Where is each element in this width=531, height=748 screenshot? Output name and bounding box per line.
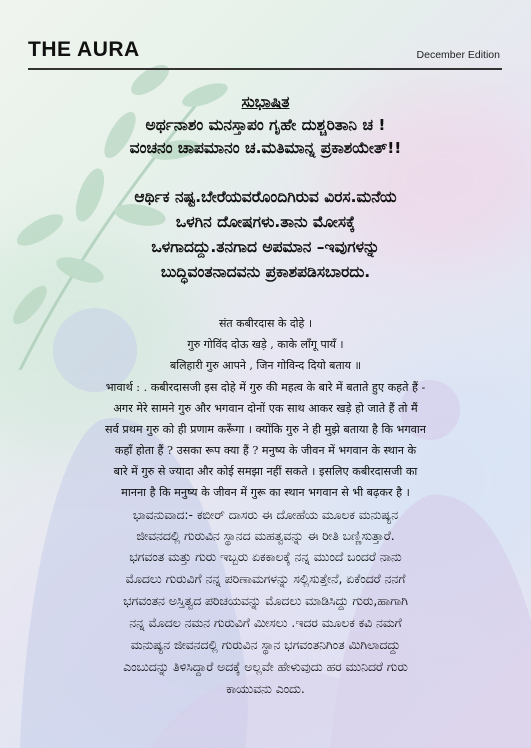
- bhavanuvada-line: ಭಗವಂತನ ಅಸ್ತಿತ್ವದ ಪರಿಚಯವನ್ನು ಮೊದಲು ಮಾಡಿಸಿದ್ದು ಗುರು,ಹಾಗಾಗಿ: [123, 594, 408, 608]
- newsletter-title: THE AURA: [28, 38, 140, 61]
- edition-label: December Edition: [416, 49, 500, 61]
- subhashita-meaning-line: ಬುದ್ಧಿವಂತನಾದವನು ಪ್ರಕಾಶಪಡಿಸಬಾರದು.: [160, 263, 371, 281]
- doha-heading: संत कबीरदास के दोहे ।: [218, 317, 313, 330]
- bhavarth-line: मानना है कि मनुष्य के जीवन में गुरू का स्थान भगवान से भी बढ़कर है ।: [121, 486, 410, 499]
- bhavarth-line: बारे में गुरु से ज्यादा और कोई समझा नहीं सकते । इसलिए कबीरदासजी का: [113, 465, 418, 478]
- bhavarth-line: भावार्थ : . कबीरदासजी इस दोहे में गुरु की महत्व के बारे में बताते हुए कहते हैं -: [105, 381, 426, 394]
- bhavanuvada-line: ಮೊದಲು ಗುರುವಿಗೆ ನನ್ನ ಪರಿಣಾಮಗಳನ್ನು ಸಲ್ಲಿಸುತ್ತೇನೆ, ಏಕೆಂದರೆ ನನಗೆ: [125, 572, 406, 586]
- subhashita-heading: ಸುಭಾಷಿತ: [241, 93, 290, 111]
- subhashita-verse-line: ವಂಚನಂ ಚಾಪಮಾನಂ ಚ.ಮತಿಮಾನ್ನ ಪ್ರಕಾಶಯೇತ್!!: [129, 139, 402, 157]
- bhavanuvada-line: ಭಾವನುವಾದ:- ಕಬೀರ್ ದಾಸರು ಈ ದೋಹೆಯ ಮೂಲಕ ಮನುಷ್ಯನ: [132, 508, 399, 522]
- bhavarth-line: कहाँ होता हैं ? उसका रूप क्या हैं ? मनुष्य के जीवन में भगवान के स्थान के: [114, 444, 417, 457]
- bhavarth-line: सर्व प्रथम गुरु को ही प्रणाम करूँगा । क्योंकि गुरु ने ही मुझे बताया है कि भगवान: [105, 423, 426, 436]
- subhashita-meaning-line: ಒಳಗಾದದ್ದು.ತನಗಾದ ಅಪಮಾನ –ಇವುಗಳನ್ನು: [151, 238, 380, 256]
- bhavarth-line: अगर मेरे सामने गुरु और भगवान दोनों एक साथ आकर खड़े हो जाते हैं तो मैं: [113, 402, 418, 415]
- bhavanuvada-line: ಜೀವನದಲ್ಲಿ ಗುರುವಿನ ಸ್ಥಾನದ ಮಹತ್ವವನ್ನು ಈ ರೀತಿ ಬಣ್ಣಿಸುತ್ತಾರೆ.: [136, 529, 395, 543]
- bhavanuvada-line: ಕಾಯುವನು ಎಂದು.: [226, 682, 305, 696]
- subhashita-meaning-line: ಆರ್ಥಿಕ ನಷ್ಟ.ಬೇರೆಯವರೊಂದಿಗಿರುವ ವಿರಸ.ಮನೆಯ: [134, 188, 397, 206]
- bhavanuvada-line: ಮನುಷ್ಯನ ಜೀವನದಲ್ಲಿ ಗುರುವಿನ ಸ್ಥಾನ ಭಗವಂತನಿಗಿಂತ ಮಿಗಿಲಾದದ್ದು: [130, 638, 401, 652]
- bhavanuvada-line: ನನ್ನ ಮೊದಲ ನಮನ ಗುರುವಿಗೆ ಮೀಸಲು .ಇದರ ಮೂಲಕ ಕವಿ ನಮಗೆ: [129, 616, 402, 630]
- bhavanuvada-line: ಭಗವಂತ ಮತ್ತು ಗುರು ಇಬ್ಬರು ಏಕಕಾಲಕ್ಕೆ ನನ್ನ ಮುಂದೆ ಬಂದರೆ ನಾನು: [129, 550, 402, 564]
- subhashita-verse-line: ಅರ್ಥನಾಶಂ ಮನಸ್ತಾಪಂ ಗೃಹೇ ದುಶ್ಚರಿತಾನಿ ಚ !: [145, 116, 386, 134]
- subhashita-meaning-line: ಒಳಗಿನ ದೋಷಗಳು.ತಾನು ಮೋಸಕ್ಕೆ: [175, 213, 356, 231]
- doha-verse-line: बलिहारी गुरु आपने , जिन गोविन्द दियो बताय ॥: [169, 359, 362, 372]
- bhavanuvada-line: ಎಂಬುದನ್ನು ತಿಳಿಸಿದ್ದಾರೆ ಅದಕ್ಕೆ ಅಲ್ಲವೇ ಹೇಳುವುದು ಹರ ಮುನಿದರೆ ಗುರು: [123, 660, 408, 674]
- doha-verse-line: गुरु गोविंद दोऊ खड़े , काके लाँगू पायँ ।: [187, 338, 344, 351]
